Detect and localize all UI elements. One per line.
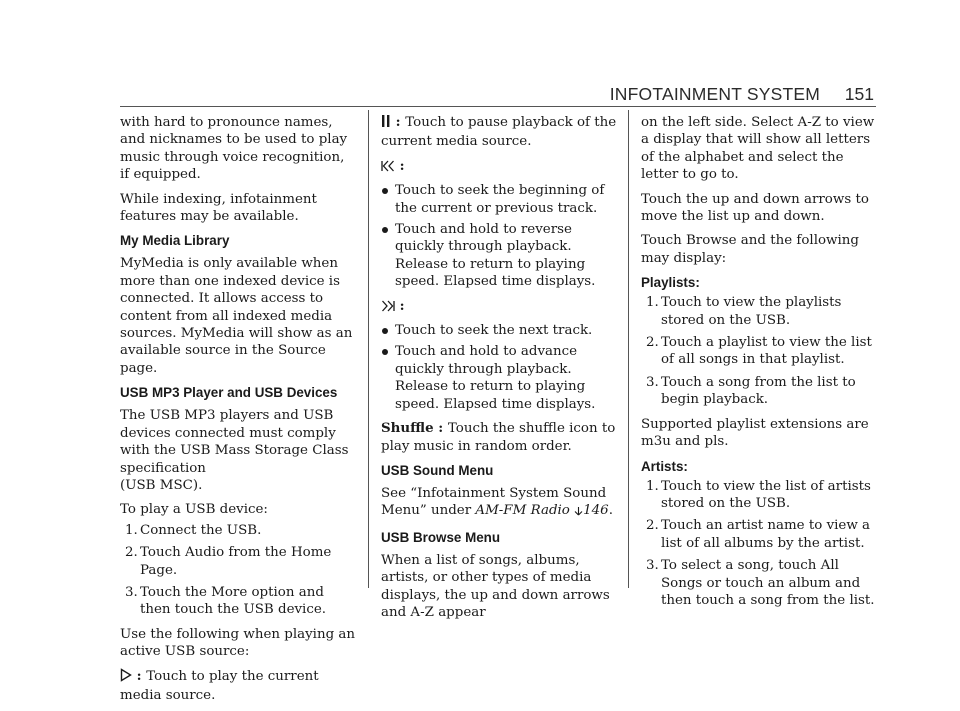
paragraph: on the left side. Select A-Z to view a display that will show all letters of the alphabet and select the letter to go to. bbox=[641, 115, 875, 183]
paragraph: Touch Browse and the following may display: bbox=[641, 233, 859, 266]
paragraph: with hard to pronounce names, and nicknames to be used to play music through voice recognition, if equipped. bbox=[120, 115, 348, 183]
previous-track-label: : bbox=[381, 158, 617, 177]
list-item: 3. Touch the More option and then touch the USB device. bbox=[125, 584, 327, 618]
previous-track-list bbox=[381, 182, 617, 290]
paragraph: MyMedia is only available when more than one indexed device is connected. It allows access to content from all indexed media sources. MyMedia will show as an available source in the Source page. bbox=[120, 256, 353, 376]
heading-usb-sound-menu: USB Sound Menu bbox=[381, 462, 494, 478]
column-2 bbox=[381, 114, 617, 628]
column-divider bbox=[368, 110, 369, 588]
list-item: Touch and hold to reverse quickly through playback. Release to return to playing speed. Elapsed time displays. bbox=[381, 221, 617, 291]
pause-icon bbox=[381, 114, 391, 133]
paragraph: See “Infotainment System Sound Menu” under AM-FM Radio 146. bbox=[381, 485, 617, 522]
cross-reference[interactable]: AM-FM Radio bbox=[475, 503, 570, 519]
usb-steps-list bbox=[120, 522, 356, 619]
paragraph: Supported playlist extensions are m3u and pls. bbox=[641, 416, 869, 450]
list-item: 2. Touch a playlist to view the list of all songs in that playlist. bbox=[646, 335, 872, 368]
column-divider bbox=[628, 110, 629, 588]
column-1 bbox=[120, 114, 356, 711]
heading-usb-browse-menu: USB Browse Menu bbox=[381, 529, 501, 545]
next-track-list bbox=[381, 322, 617, 413]
list-item: Touch to seek the beginning of the current or previous track. bbox=[381, 182, 617, 217]
header-rule bbox=[120, 106, 876, 107]
list-item: Touch and hold to advance quickly through playback. Release to return to playing speed. Elapsed time displays. bbox=[381, 343, 617, 413]
section-title: INFOTAINMENT SYSTEM bbox=[609, 84, 820, 104]
list-item: 1. Touch to view the list of artists stored on the USB. bbox=[646, 478, 871, 511]
artists-list bbox=[641, 478, 877, 610]
play-icon bbox=[120, 668, 132, 687]
paragraph: While indexing, infotainment features may be available. bbox=[120, 191, 317, 225]
list-item: 3. Touch a song from the list to begin playback. bbox=[646, 374, 856, 408]
list-item: 2. Touch an artist name to view a list of all albums by the artist. bbox=[646, 518, 871, 551]
play-description: : Touch to play the current media source. bbox=[120, 667, 319, 703]
column-3 bbox=[641, 114, 877, 616]
heading-usb-devices: USB MP3 Player and USB Devices bbox=[120, 385, 338, 401]
heading-my-media-library: My Media Library bbox=[120, 233, 230, 249]
heading-playlists: Playlists: bbox=[641, 275, 700, 291]
list-item: Touch to seek the next track. bbox=[381, 322, 617, 339]
next-track-icon bbox=[381, 300, 395, 317]
heading-artists: Artists: bbox=[641, 458, 688, 474]
page-number: 151 bbox=[844, 84, 874, 104]
playlists-list bbox=[641, 294, 877, 408]
next-track-label: : bbox=[381, 298, 617, 317]
list-item: 3. To select a song, touch All Songs or touch an album and then touch a song from the list. bbox=[646, 558, 875, 608]
paragraph: Touch the up and down arrows to move the list up and down. bbox=[641, 191, 869, 225]
list-item: 1. Touch to view the playlists stored on the USB. bbox=[646, 295, 842, 328]
paragraph: The USB MP3 players and USB devices connected must comply with the USB Mass Storage Class specification (USB MSC). bbox=[120, 408, 349, 493]
paragraph: When a list of songs, albums, artists, or other types of media displays, the up and down arrows and A-Z appear bbox=[381, 552, 610, 620]
page-reference-icon bbox=[574, 504, 583, 521]
previous-track-icon bbox=[381, 160, 395, 177]
list-item: 1. Connect the USB. bbox=[125, 522, 262, 538]
pause-description: : Touch to pause playback of the current media source. bbox=[381, 114, 617, 150]
shuffle-description: Shuffle : Touch the shuffle icon to play music in random order. bbox=[381, 420, 616, 454]
paragraph: Use the following when playing an active USB source: bbox=[120, 626, 356, 660]
paragraph: To play a USB device: bbox=[120, 502, 268, 518]
list-item: 2. Touch Audio from the Home Page. bbox=[125, 545, 332, 578]
